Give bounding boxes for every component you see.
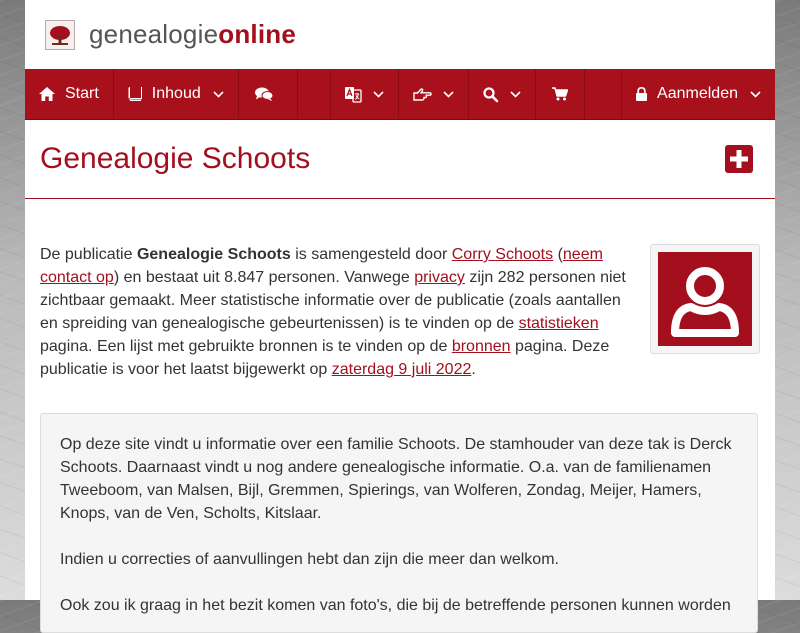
avatar[interactable] (650, 244, 760, 354)
nav-search[interactable] (469, 69, 536, 119)
brand-header (25, 0, 775, 69)
nav-aanmelden-label: Aanmelden (657, 85, 738, 102)
hand-pointer-icon (413, 88, 431, 101)
chevron-down-icon (213, 91, 224, 98)
chevron-down-icon (750, 91, 761, 98)
nav-spacer-right (585, 69, 622, 119)
intro-text-8: . (471, 361, 476, 378)
description-paragraph-1: Op deze site vindt u informatie over een familie Schoots. De stamhouder van deze tak is Derck Schoots. Daarnaast vindt u nog andere genealogische informatie. O.a. van de familienamen Tweeboom, van Malsen, Bijl, Gremmen, Spierings, van Wolferen, Zondag, Meijer, Hamers, Knops, van de Ven, Scholts, Kitslaar. (60, 436, 732, 522)
site-name[interactable] (89, 19, 296, 50)
nav-start[interactable] (25, 69, 114, 119)
language-icon (345, 87, 361, 102)
title-row (25, 120, 775, 199)
sources-link[interactable]: bronnen (451, 338, 511, 355)
avatar-image (658, 252, 752, 346)
description-box (40, 413, 758, 633)
site-name-part2: online (218, 19, 296, 49)
description-paragraph-2: Indien u correcties of aanvullingen hebt dan zijn die meer dan welkom. (60, 551, 559, 568)
nav-start-label: Start (65, 85, 99, 102)
intro-text-3: ( (553, 246, 563, 263)
nav-language[interactable] (331, 69, 399, 119)
cart-icon (552, 87, 568, 101)
intro-text-2: is samengesteld door (290, 246, 452, 263)
nav-links[interactable] (399, 69, 469, 119)
nav-inhoud-label: Inhoud (151, 85, 201, 102)
family-tree-logo-icon[interactable] (45, 20, 75, 50)
page-title: Genealogie Schoots (40, 142, 311, 175)
chevron-down-icon (510, 91, 521, 98)
comments-icon (255, 87, 273, 101)
publication-name: Genealogie Schoots (136, 246, 291, 263)
statistics-link[interactable]: statistieken (518, 315, 599, 332)
nav-inhoud[interactable] (114, 69, 239, 119)
intro-text-4: ) en bestaat uit 8.847 personen. Vanwege (113, 269, 415, 286)
nav-aanmelden[interactable] (622, 69, 775, 119)
privacy-link[interactable]: privacy (414, 269, 465, 286)
lock-icon (636, 87, 647, 101)
site-name-part1: genealogie (89, 19, 219, 49)
book-icon (128, 87, 142, 101)
author-link[interactable]: Corry Schoots (451, 246, 554, 263)
chevron-down-icon (443, 91, 454, 98)
publication-intro (25, 199, 775, 381)
search-icon (483, 87, 498, 102)
intro-text-5: zijn 282 personen niet zichtbaar gemaakt. Meer statistische informatie over de publicatie (zoals aantallen en spreiding van genealogische gebeurtenissen) is te vinden op de (40, 269, 626, 332)
nav-spacer (298, 69, 331, 119)
plus-icon (730, 150, 748, 168)
expand-button[interactable] (725, 145, 753, 173)
description-paragraph-3: Ook zou ik graag in het bezit komen van foto's, die bij de betreffende personen kunnen worden (60, 597, 731, 614)
contact-link[interactable]: neem contact op (40, 246, 603, 286)
nav-forum[interactable] (239, 69, 298, 119)
user-icon (665, 259, 745, 339)
main-navbar (25, 69, 775, 120)
intro-text-7: pagina. Deze publicatie is voor het laatst bijgewerkt op (40, 338, 610, 378)
intro-text (40, 243, 640, 381)
intro-text-1: De publicatie (40, 246, 137, 263)
nav-cart[interactable] (536, 69, 585, 119)
chevron-down-icon (373, 91, 384, 98)
page (25, 0, 775, 614)
home-icon (39, 87, 55, 101)
last-updated-link[interactable]: zaterdag 9 juli 2022 (331, 361, 472, 378)
intro-text-6: pagina. Een lijst met gebruikte bronnen is te vinden op de (40, 338, 452, 355)
